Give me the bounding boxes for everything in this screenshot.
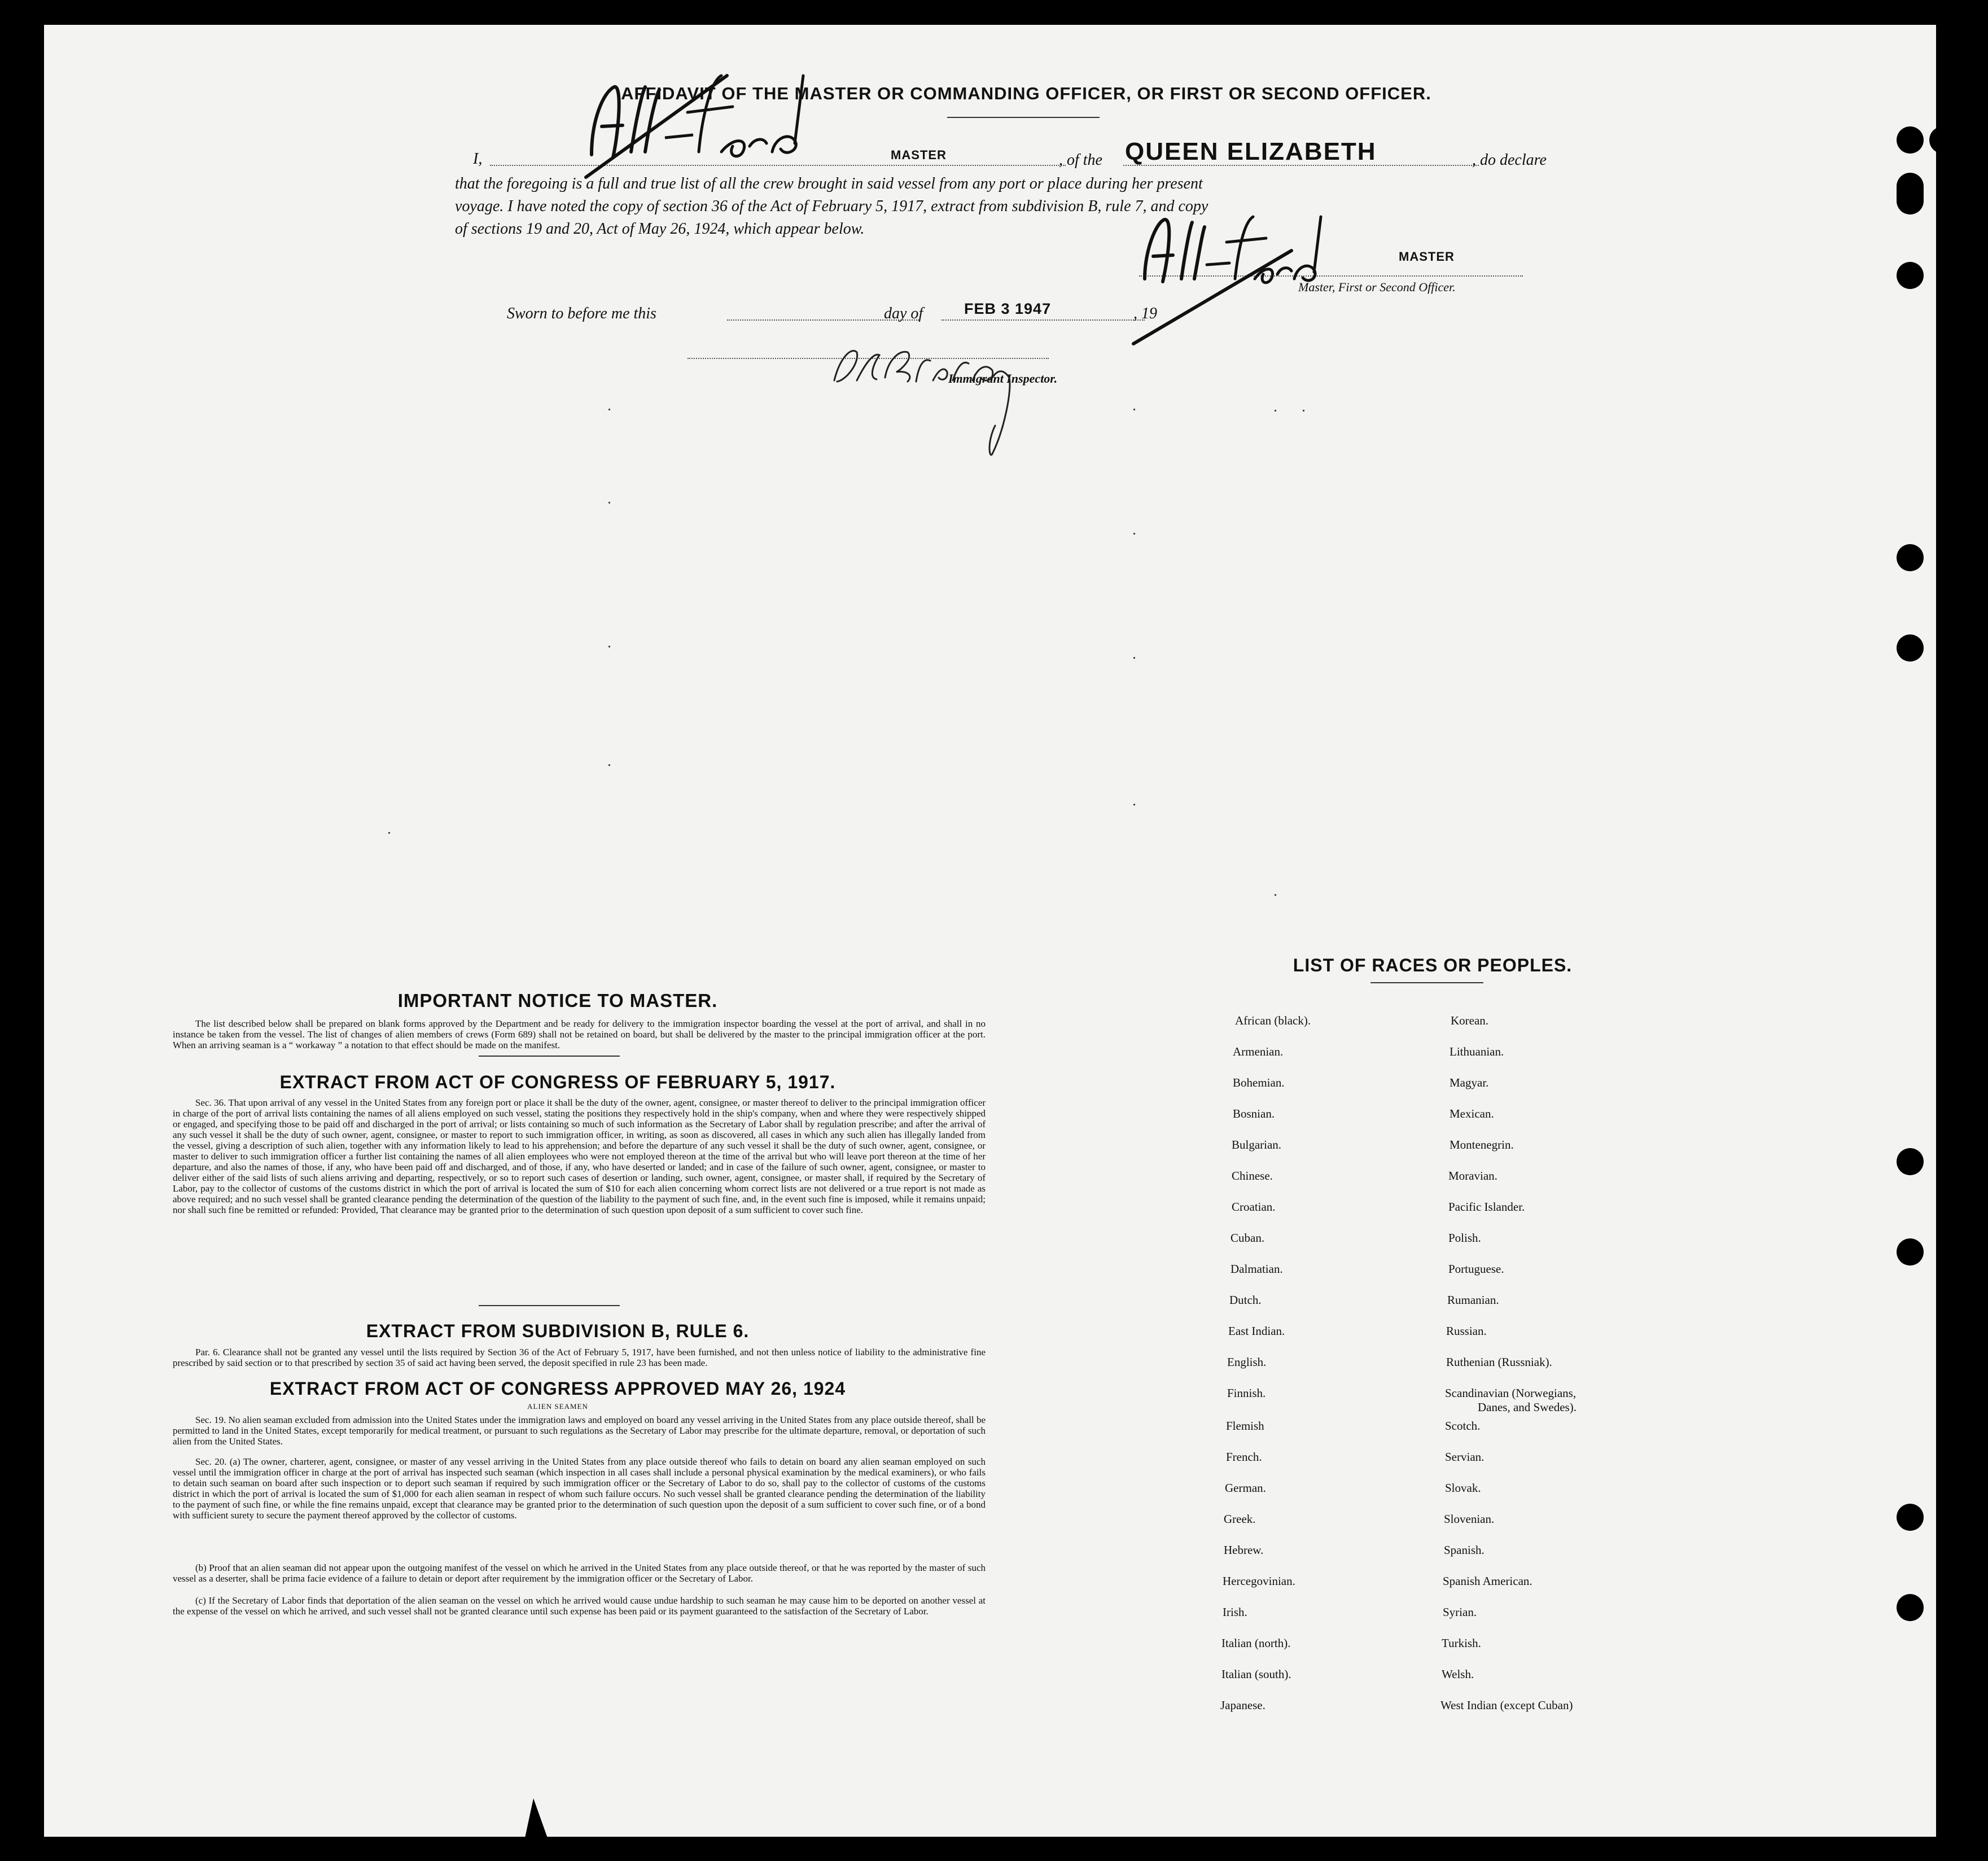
race-item: Flemish	[1226, 1419, 1264, 1433]
signature-rank-stamp: MASTER	[1399, 249, 1455, 264]
sworn-label: Sworn to before me this	[507, 305, 656, 322]
speck	[608, 764, 610, 766]
act-1924-sec20a: Sec. 20. (a) The owner, charterer, agent, consignee, or master of any vessel arriving in the United States from any place outside thereof who fails to detain on board any alien seaman employed on such vessel until the immigration officer in charge at the port of arrival has inspected such seaman (which inspection in all cases shall include a personal physical examination by the medical examiners), or who fails to detain such seaman on board after such inspection or to deport such seaman if required by such immigration officer or the Secretary of Labor to do so, shall pay to the collector of customs of the customs district in which the port of arrival is located the sum of $1,000 for each alien seaman in respect of whom such failure occurs. No such vessel shall be granted clearance pending the determination of the liability to the payment of such fine, or while the fine remains unpaid, except that clearance may be granted prior to the determination of such question upon the deposit of a sum sufficient to cover such fine, or of a bond with sufficient surety to secure the payment thereof approved by the collector of customs.	[173, 1456, 986, 1521]
race-item: Scandinavian (Norwegians,	[1445, 1386, 1577, 1400]
declaration-line-3: voyage. I have noted the copy of section 36 of the Act of February 5, 1917, extract from subdivision B, rule 7, and copy	[455, 198, 1208, 215]
race-item: Servian.	[1445, 1450, 1485, 1464]
race-item: Dalmatian.	[1231, 1262, 1283, 1276]
race-item: Hebrew.	[1224, 1543, 1264, 1557]
race-item: German.	[1225, 1481, 1266, 1495]
speck	[1133, 533, 1135, 535]
race-item: Croatian.	[1232, 1200, 1276, 1214]
race-item: Irish.	[1223, 1605, 1247, 1619]
race-item: Ruthenian (Russniak).	[1446, 1355, 1552, 1369]
speck	[1275, 894, 1276, 896]
notice-text: The list described below shall be prepared on blank forms approved by the Department and be ready for delivery to the immigration inspector boarding the vessel at the port of arrival, and shall in no instance be taken from the vessel. The list of changes of alien members of crews (Form 689) shall not be retained on board, but shall be delivered by the master to the principal immigration officer at the port. When an arriving seaman is a “ workaway ” a notation to that effect should be made on the manifest.	[173, 1018, 986, 1050]
notice-divider	[479, 1056, 620, 1057]
race-item: Finnish.	[1227, 1386, 1266, 1400]
sworn-month-line	[942, 319, 1145, 321]
speck	[1133, 657, 1135, 659]
race-item: Moravian.	[1448, 1169, 1497, 1183]
race-item: Scotch.	[1445, 1419, 1481, 1433]
do-declare-label: , do declare	[1472, 151, 1547, 169]
race-item: Montenegrin.	[1450, 1138, 1514, 1151]
speck	[1303, 410, 1304, 411]
race-item: East Indian.	[1228, 1324, 1285, 1338]
race-item: Russian.	[1446, 1324, 1487, 1338]
race-item: Dutch.	[1229, 1293, 1262, 1307]
vessel-name: QUEEN ELIZABETH	[1125, 138, 1377, 165]
scan-notch	[525, 1798, 559, 1838]
act-1924-sec20b: (b) Proof that an alien seaman did not appear upon the outgoing manifest of the vessel on which he arrived in the United States from any place outside thereof, or that he was reported by the master of such vessel as a deserter, shall be prima facie evidence of a failure to detain or deport after requirement by the immigration officer or the Secretary of Labor.	[173, 1562, 986, 1584]
race-item: Chinese.	[1232, 1169, 1273, 1183]
race-item: Mexican.	[1450, 1107, 1494, 1120]
race-item: Slovak.	[1445, 1481, 1481, 1495]
speck	[1275, 410, 1276, 411]
speck	[608, 409, 610, 410]
race-item: African (black).	[1235, 1014, 1311, 1027]
inspector-signature	[823, 330, 1060, 459]
race-item: Magyar.	[1450, 1076, 1489, 1089]
punch-hole	[1897, 1594, 1924, 1621]
race-item: Korean.	[1451, 1014, 1489, 1027]
declarant-rank-stamp: MASTER	[891, 148, 947, 162]
race-item: Japanese.	[1220, 1698, 1266, 1712]
race-item: French.	[1226, 1450, 1262, 1464]
race-item: English.	[1227, 1355, 1267, 1369]
speck	[388, 832, 390, 834]
day-of-label: day of	[884, 305, 923, 322]
race-item: Slovenian.	[1444, 1512, 1495, 1526]
races-divider	[1370, 982, 1483, 983]
master-signature-top	[552, 53, 823, 183]
race-item: Spanish American.	[1443, 1574, 1532, 1588]
punch-hole	[1897, 634, 1924, 662]
sworn-date-stamp: FEB 3 1947	[964, 300, 1052, 317]
race-item: Greek.	[1224, 1512, 1256, 1526]
punch-hole	[1929, 126, 1936, 154]
race-item: Rumanian.	[1447, 1293, 1499, 1307]
rule-6-text: Par. 6. Clearance shall not be granted any vessel until the lists required by Section 36 of the Act of February 5, 1917, have been furnished, and not then unless notice of liability to the administrative fine prescribed by said section or to that prescribed by section 35 of said act having been served, the deposit specified in rule 23 has been made.	[173, 1347, 986, 1368]
race-item: Portuguese.	[1448, 1262, 1504, 1276]
declaration-line-4: of sections 19 and 20, Act of May 26, 1924, which appear below.	[455, 220, 865, 238]
act-1924-sec19: Sec. 19. No alien seaman excluded from admission into the United States under the immigration laws and employed on board any vessel arriving in the United States from any place outside thereof, shall be permitted to land in the United States, except temporarily for medical treatment, or pursuant to such regulations as the Secretary of Labor may prescribe for the ultimate departure, removal, or deportation of such alien from the United States.	[173, 1415, 986, 1447]
signature-caption: Master, First or Second Officer.	[1298, 280, 1456, 294]
race-item: Lithuanian.	[1450, 1045, 1504, 1058]
punch-hole	[1897, 262, 1924, 289]
race-item: Hercegovinian.	[1223, 1574, 1295, 1588]
act-1917-divider	[479, 1305, 620, 1306]
notice-title: IMPORTANT NOTICE TO MASTER.	[397, 990, 718, 1011]
punch-hole	[1897, 126, 1924, 154]
race-item: Armenian.	[1233, 1045, 1284, 1058]
race-item: Italian (south).	[1221, 1667, 1291, 1681]
punch-hole	[1897, 1504, 1924, 1531]
race-item: Spanish.	[1444, 1543, 1485, 1557]
race-item: Syrian.	[1443, 1605, 1477, 1619]
races-title: LIST OF RACES OR PEOPLES.	[1293, 955, 1573, 975]
title-divider	[947, 117, 1100, 118]
race-item: West Indian (except Cuban)	[1440, 1698, 1573, 1712]
act-1917-text: Sec. 36. That upon arrival of any vessel in the United States from any foreign port or place it shall be the duty of the owner, agent, consignee, or master thereof to deliver to the principal immigration officer in charge of the port of arrival lists containing the names of all aliens employed on such vessel, stating the positions they respectively hold in the ship's company, when and where they were respectively shipped or engaged, and specifying those to be paid off and discharged in the port of arrival; or lists containing so much of such information as the Secretary of Labor shall by regulation prescribe; and after the arrival of any such vessel it shall be the duty of such owner, agent, consignee, or master to report to such immigration officer, in writing, as soon as discovered, all cases in which any such alien has illegally landed from the vessel, giving a description of such alien, together with any information likely to lead to his apprehension; and before the departure of any such vessel it shall be the duty of such owner, agent, consignee, or master to deliver to such immigration officer a further list containing the names of all alien employees who were not employed thereon at the time of the arrival but who will leave port thereon at the time of her departure, and also the names of those, if any, who have been paid off and discharged, and of those, if any, who have deserted or landed; and in case of the failure of such owner, agent, consignee, or master to deliver either of the said lists of such aliens arriving and departing, respectively, or so to report such cases of desertion or landing, such owner, agent, consignee, or master shall, if required by the Secretary of Labor, pay to the collector of customs of the customs district in which the port of arrival is located the sum of $10 for each alien concerning whom correct lists are not delivered or a true report is not made as above required; and no such vessel shall be granted clearance pending the determination of the question of the liability to the payment of such fine, and, in the event such fine is imposed, while it remains unpaid; nor shall such fine be remitted or refunded: Provided, That clearance may be granted prior to the determination of such question upon deposit of a sum sufficient to cover such fine.	[173, 1097, 986, 1215]
race-item: Polish.	[1448, 1231, 1481, 1245]
race-item: Welsh.	[1442, 1667, 1474, 1681]
race-item: Bosnian.	[1233, 1107, 1275, 1120]
declarant-label: I,	[473, 150, 483, 168]
rule-6-title: EXTRACT FROM SUBDIVISION B, RULE 6.	[366, 1321, 750, 1341]
master-signature-bottom	[1122, 200, 1337, 347]
affidavit-title: AFFIDAVIT OF THE MASTER OR COMMANDING OFFICER, OR FIRST OR SECOND OFFICER.	[621, 84, 1431, 103]
affidavit-page	[44, 25, 1936, 1837]
act-1924-title: EXTRACT FROM ACT OF CONGRESS APPROVED MAY 26, 1924	[269, 1378, 846, 1399]
of-the-label: , of the	[1059, 151, 1102, 169]
race-item: Bulgarian.	[1232, 1138, 1282, 1151]
race-item: Turkish.	[1442, 1636, 1481, 1650]
race-item: Danes, and Swedes).	[1478, 1400, 1577, 1414]
act-1917-title: EXTRACT FROM ACT OF CONGRESS OF FEBRUARY 5, 1917.	[279, 1072, 836, 1092]
race-item: Italian (north).	[1221, 1636, 1291, 1650]
race-item: Cuban.	[1231, 1231, 1265, 1245]
speck	[1133, 409, 1135, 410]
speck	[608, 502, 610, 503]
race-item: Pacific Islander.	[1448, 1200, 1525, 1214]
punch-hole	[1897, 1148, 1924, 1175]
punch-hole	[1897, 544, 1924, 571]
act-1924-subtitle: ALIEN SEAMEN	[527, 1402, 588, 1411]
speck	[1133, 804, 1135, 805]
punch-hole	[1897, 1238, 1924, 1266]
speck	[608, 646, 610, 647]
race-item: Bohemian.	[1233, 1076, 1285, 1089]
punch-hole	[1897, 173, 1924, 214]
act-1924-sec20c: (c) If the Secretary of Labor finds that deportation of the alien seaman on the vessel on which he arrived would cause undue hardship to such seaman he may cause him to be deported on another vessel at the expense of the vessel on which he arrived, and such vessel shall not be granted clearance until such expense has been paid or its payment guaranteed to the satisfaction of the Secretary of Labor.	[173, 1595, 986, 1617]
declaration-line-2: that the foregoing is a full and true list of all the crew brought in said vessel from any port or place during her present	[455, 175, 1203, 192]
inspector-caption: Immigrant Inspector.	[948, 371, 1058, 386]
year-label: , 19	[1133, 305, 1157, 322]
